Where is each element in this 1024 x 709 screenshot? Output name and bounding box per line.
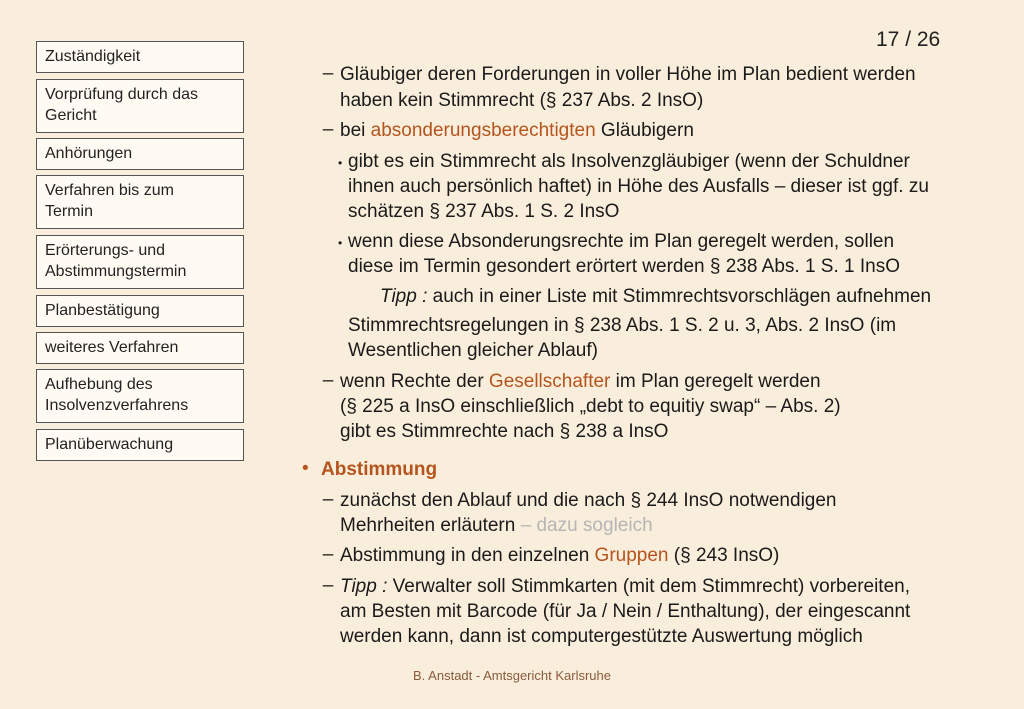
nav-item-label: Verfahren bis zum Termin [45, 182, 174, 220]
dash-bullet: – [322, 119, 334, 140]
text-line: (§ 225 a InsO einschließlich „debt to equitiy swap“ – Abs. 2) [340, 396, 841, 417]
small-bullet: • [338, 156, 343, 170]
nav-item-planueberwachung[interactable] [36, 429, 244, 461]
nav-item-label: Planüberwachung [45, 436, 174, 453]
text-span: Gläubigern [595, 120, 694, 141]
highlight-term: Gesellschafter [488, 371, 611, 392]
dash-bullet: – [322, 575, 334, 596]
nav-item-planbestaetigung[interactable] [36, 295, 244, 327]
text-line: schätzen § 237 Abs. 1 S. 2 InsO [348, 201, 620, 222]
nav-item-label: Erörterungs- und Abstimmungstermin [45, 242, 187, 280]
text-span: auch in einer Liste mit Stimmrechtsvorschlägen aufnehmen [427, 286, 932, 307]
nav-item-label: Aufhebung des Insolvenzverfahrens [45, 376, 189, 414]
text-line [340, 370, 821, 394]
text-line: haben kein Stimmrecht (§ 237 Abs. 2 InsO) [340, 90, 704, 111]
text-span: im Plan geregelt werden [610, 371, 821, 392]
grey-note: – dazu sogleich [515, 515, 653, 536]
text-line: ihnen auch persönlich haftet) in Höhe des Ausfalls – dieser ist ggf. zu [348, 176, 929, 197]
small-bullet: • [338, 236, 343, 250]
nav-item-anhoerungen[interactable] [36, 138, 244, 170]
text-line: diese im Termin gesondert erörtert werden § 238 Abs. 1 S. 1 InsO [348, 256, 900, 277]
nav-item-weiteres-verfahren[interactable] [36, 332, 244, 364]
text-span: (§ 243 InsO) [668, 545, 780, 566]
nav-item-label: Zuständigkeit [45, 48, 141, 65]
nav-item-eroerterungs-termin[interactable] [36, 235, 244, 289]
nav-item-vorpruefung[interactable] [36, 79, 244, 133]
text-line: am Besten mit Barcode (für Ja / Nein / Enthaltung), der eingescannt [340, 601, 911, 622]
nav-item-aufhebung[interactable] [36, 369, 244, 423]
text-line: zunächst den Ablauf und die nach § 244 InsO notwendigen [340, 490, 837, 511]
highlight-term: Gruppen [594, 545, 669, 566]
tipp-label: Tipp : [340, 576, 388, 597]
text-line [380, 285, 931, 309]
text-line [340, 575, 910, 599]
footer: B. Anstadt - Amtsgericht Karlsruhe [413, 668, 611, 683]
text-span: bei [340, 120, 371, 141]
nav-item-label: Anhörungen [45, 145, 133, 162]
text-span: wenn Rechte der [340, 371, 489, 392]
highlight-term: absonderungsberechtigten [370, 120, 596, 141]
tipp-label: Tipp : [380, 286, 428, 307]
text-span: Verwalter soll Stimmkarten (mit dem Stimmrecht) vorbereiten, [387, 576, 910, 597]
text-line: Wesentlichen gleicher Ablauf) [348, 340, 598, 361]
nav-item-label: weiteres Verfahren [45, 339, 179, 356]
text-line: gibt es Stimmrechte nach § 238 a InsO [340, 421, 669, 442]
nav-item-label: Vorprüfung durch das Gericht [45, 86, 198, 124]
text-line: gibt es ein Stimmrecht als Insolvenzgläubiger (wenn der Schuldner [348, 151, 910, 172]
nav-item-zustaendigkeit[interactable] [36, 41, 244, 73]
text-line: Stimmrechtsregelungen in § 238 Abs. 1 S. 2 u. 3, Abs. 2 InsO (im [348, 315, 897, 336]
section-heading: Abstimmung [321, 459, 438, 480]
text-line: Gläubiger deren Forderungen in voller Höhe im Plan bedient werden [340, 64, 916, 85]
dash-bullet: – [322, 489, 334, 510]
text-line [340, 514, 653, 538]
text-line [340, 119, 694, 143]
page-number: 17 / 26 [876, 28, 941, 51]
text-span: Abstimmung in den einzelnen [340, 545, 595, 566]
dash-bullet: – [322, 370, 334, 391]
text-span: Mehrheiten erläutern [340, 515, 516, 536]
text-line: wenn diese Absonderungsrechte im Plan geregelt werden, sollen [348, 231, 895, 252]
dash-bullet: – [322, 63, 334, 84]
text-line: werden kann, dann ist computergestützte Auswertung möglich [340, 626, 863, 647]
main-bullet: • [302, 458, 309, 479]
nav-item-label: Planbestätigung [45, 302, 160, 319]
text-line [340, 544, 779, 568]
dash-bullet: – [322, 544, 334, 565]
nav-item-verfahren-bis-termin[interactable] [36, 175, 244, 229]
